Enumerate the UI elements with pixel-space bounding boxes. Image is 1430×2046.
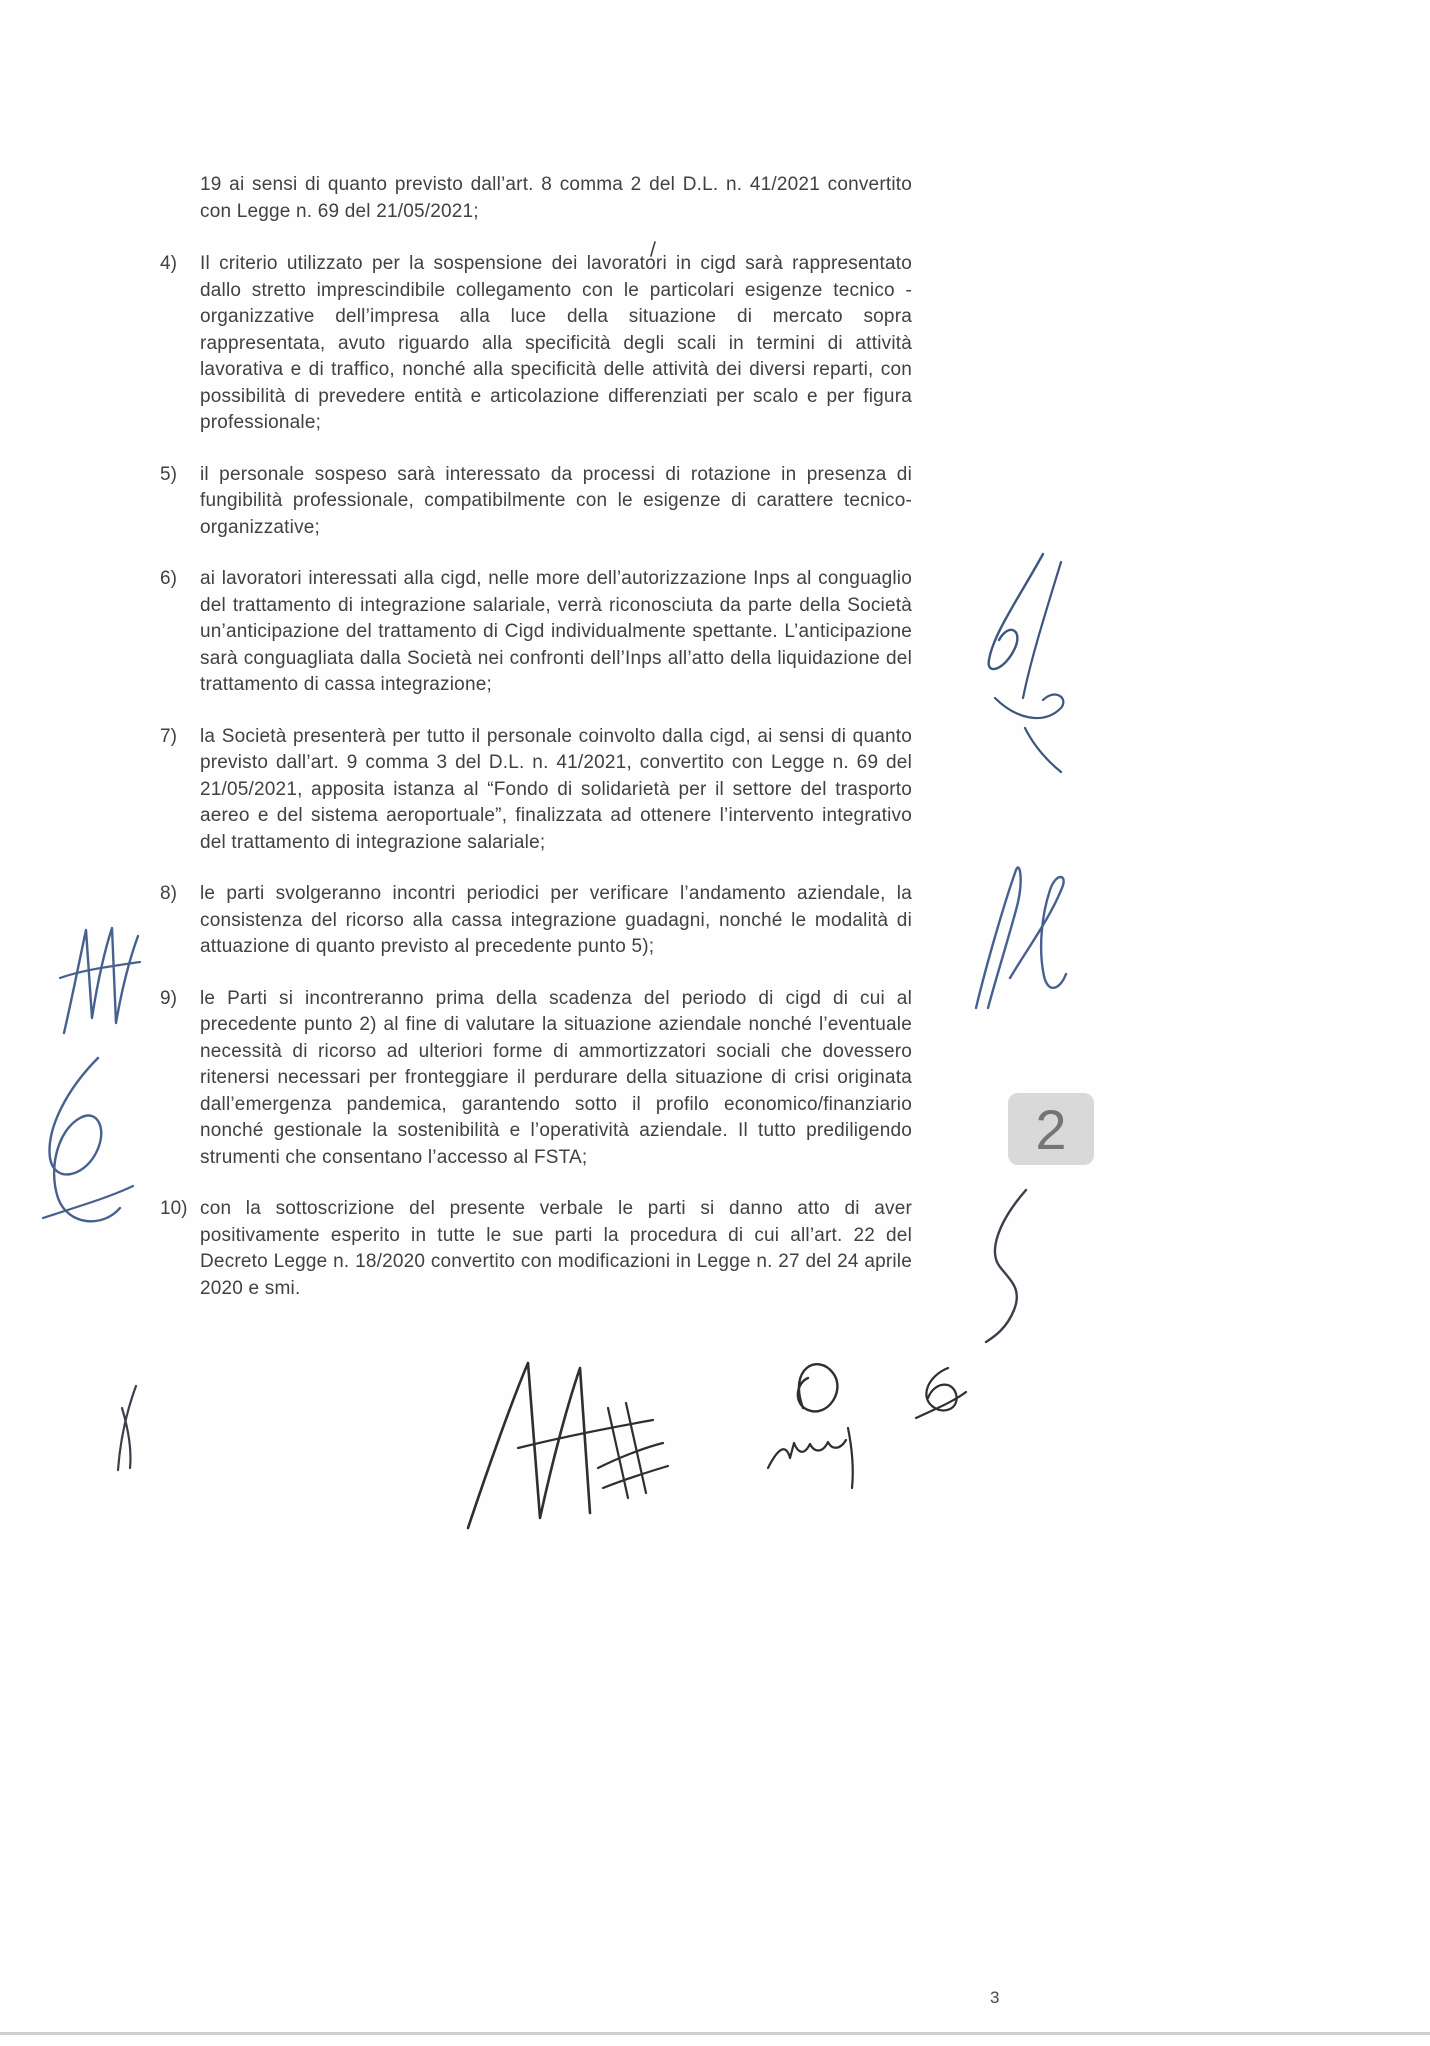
item-number: 4) (160, 253, 177, 274)
item-number: 8) (160, 883, 177, 904)
list-item (160, 986, 916, 1172)
item-number: 10) (160, 1198, 188, 1219)
item-number: 9) (160, 987, 177, 1009)
signature-right-middle (958, 858, 1073, 1028)
page-indicator-badge: 2 (1008, 1093, 1094, 1165)
signature-bottom-far-right (908, 1358, 970, 1435)
item-text: le Parti si incontreranno prima della scadenza del periodo di cigd di cui al precedente punto 2) al fine di valutare la situazione aziendale nonché l’eventuale necessità di ricorso ad ulteriori forme di ammortizzatori sociali che dovessero ritenersi necessari per fronteggiare il perdurare della situazione di crisi originata dall’emergenza pandemica, garantendo sotto il profilo economico/finanziario nonché gestionale la sostenibilità e l’operatività aziendale. Il tutto prediligendo strumenti che consentano l’accesso al FSTA; (200, 987, 912, 1168)
item-number: 6) (160, 568, 177, 589)
signature-right-top (965, 548, 1065, 783)
list-item (160, 724, 916, 857)
list-item (160, 566, 916, 699)
item-number: 5) (160, 463, 177, 485)
ink-mark-small (646, 240, 660, 263)
item-text: le parti svolgeranno incontri periodici per verificare l’andamento aziendale, la consistenza del ricorso alla cassa integrazione guadagni, nonché le modalità di attuazione di quanto previsto al precedente punto 5); (200, 883, 912, 957)
item-text: ai lavoratori interessati alla cigd, nelle more dell’autorizzazione Inps al conguaglio del trattamento di integrazione salariale, verrà riconosciuta da parte della Società un’anticipazione del trattamento di Cigd individualmente spettante. L’anticipazione sarà conguagliata dalla Società nei confronti dell’Inps all’atto della liquidazione del trattamento di cassa integrazione; (200, 568, 912, 695)
item-number: 7) (160, 725, 177, 747)
list-item (160, 251, 916, 437)
signature-left-upper (52, 918, 147, 1048)
list-item (160, 462, 916, 542)
document-body (160, 172, 916, 1327)
paragraph-continuation: 19 ai sensi di quanto previsto dall’art. 8 comma 2 del D.L. n. 41/2021 convertito con Legge n. 69 del 21/05/2021; (200, 174, 912, 222)
list-item (160, 881, 916, 961)
signature-right-flourish (978, 1182, 1038, 1352)
list-item (160, 1196, 916, 1302)
item-text: Il criterio utilizzato per la sospensione dei lavoratori in cigd sarà rappresentato dallo stretto imprescindibile collegamento con le particolari esigenze tecnico - organizzative dell’impresa alla luce della situazione di mercato sopra rappresentata, avuto riguardo alla specificità degli scali in termini di attività lavorativa e di traffico, nonché alla specificità delle attività dei diversi reparti, con possibilità di prevedere entità e articolazione differenziati per scalo e per figura professionale; (200, 253, 912, 433)
scan-edge-line (0, 2032, 1430, 2035)
signature-bottom-right (748, 1348, 863, 1503)
signature-left-lower (28, 1048, 138, 1243)
page-number: 3 (990, 1988, 1000, 2007)
signature-bottom-center (458, 1348, 708, 1543)
item-text: il personale sospeso sarà interessato da processi di rotazione in presenza di fungibilità professionale, compatibilmente con le esigenze di carattere tecnico-organizzative; (200, 463, 912, 538)
signature-bottom-left (106, 1378, 148, 1483)
item-text: con la sottoscrizione del presente verbale le parti si danno atto di aver positivamente esperito in tutte le sue parti la procedura di cui all’art. 22 del Decreto Legge n. 18/2020 convertito con modificazioni in Legge n. 27 del 24 aprile 2020 e smi. (200, 1198, 912, 1299)
item-text: la Società presenterà per tutto il personale coinvolto dalla cigd, ai sensi di quanto previsto dall’art. 9 comma 3 del D.L. n. 41/2021, convertito con Legge n. 69 del 21/05/2021, apposita istanza al “Fondo di solidarietà per il settore del trasporto aereo e del sistema aeroportuale”, finalizzata ad ottenere l’intervento integrativo del trattamento di integrazione salariale; (200, 725, 912, 853)
